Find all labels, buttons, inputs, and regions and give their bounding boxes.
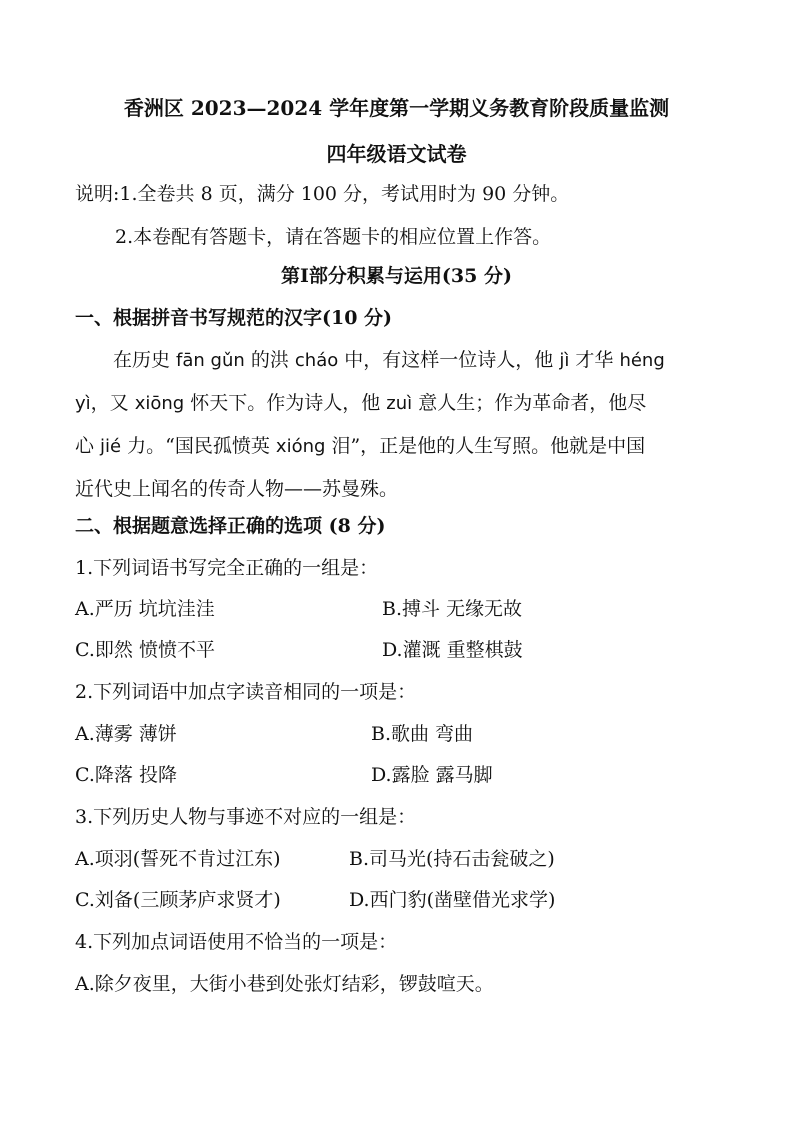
q2-option-b: B.歌曲 弯曲 [371,723,474,745]
pinyin-chao: cháo [294,350,339,371]
q2-option-a: A.薄雾 薄饼 [75,723,177,745]
q1-stem: 1.下列词语书写完全正确的一组是： [75,557,379,579]
pinyin-xiong: xiōng [134,393,185,414]
passage-line-3: 心 jié 力。“国民孤愤英 xióng 泪”，正是他的人生写照。他就是中国 [75,435,646,457]
q4-option-a: A.除夕夜里，大街小巷到处张灯结彩，锣鼓喧天。 [75,973,494,995]
note-line-1: 说明:1.全卷共 8 页，满分 100 分，考试用时为 90 分钟。 [75,183,570,205]
q1-option-b: B.搏斗 无缘无故 [382,598,523,620]
pinyin-ji: jì [559,350,570,371]
pinyin-heng: héng [619,350,665,371]
exam-title: 香洲区 2023—2024 学年度第一学期义务教育阶段质量监测 [123,96,670,120]
section2-heading: 二、根据题意选择正确的选项 (8 分) [75,515,386,537]
pinyin-xiong2: xióng [275,436,326,457]
passage-line-2: yì，又 xiōng 怀天下。作为诗人，他 zuì 意人生；作为革命者，他尽 [75,392,647,414]
q3-option-b: B.司马光(持石击瓮破之) [349,848,555,870]
q2-option-c: C.降落 投降 [75,764,177,786]
q2-option-d: D.露脸 露马脚 [371,764,493,786]
pinyin-yi: yì [75,393,91,414]
q3-option-d: D.西门豹(凿壁借光求学) [349,889,556,911]
q4-stem: 4.下列加点词语使用不恰当的一项是： [75,931,398,953]
q3-stem: 3.下列历史人物与事迹不对应的一组是： [75,806,417,828]
exam-subtitle: 四年级语文试卷 [326,142,467,166]
q1-option-c: C.即然 愤愤不平 [75,639,215,661]
part1-heading: 第Ⅰ部分积累与运用(35 分) [281,265,512,287]
pinyin-passage [75,339,725,510]
section1-heading: 一、根据拼音书写规范的汉字(10 分) [75,307,393,329]
q2-stem: 2.下列词语中加点字读音相同的一项是： [75,681,417,703]
pinyin-zui: zuì [386,393,413,414]
passage-line-4: 近代史上闻名的传奇人物——苏曼殊。 [75,478,399,500]
q1-option-a: A.严历 坑坑洼洼 [75,598,215,620]
q3-option-c: C.刘备(三顾茅庐求贤才) [75,889,281,911]
q1-option-d: D.灌溉 重整棋鼓 [382,639,523,661]
passage-line-1: 在历史 fān gǔn 的洪 cháo 中，有这样一位诗人，他 jì 才华 héng [113,349,665,371]
pinyin-jie: jié [100,436,122,457]
note-line-2: 2.本卷配有答题卡，请在答题卡的相应位置上作答。 [115,226,552,248]
pinyin-fangun: fān gǔn [176,350,245,371]
q3-option-a: A.项羽(誓死不肯过江东) [75,848,281,870]
